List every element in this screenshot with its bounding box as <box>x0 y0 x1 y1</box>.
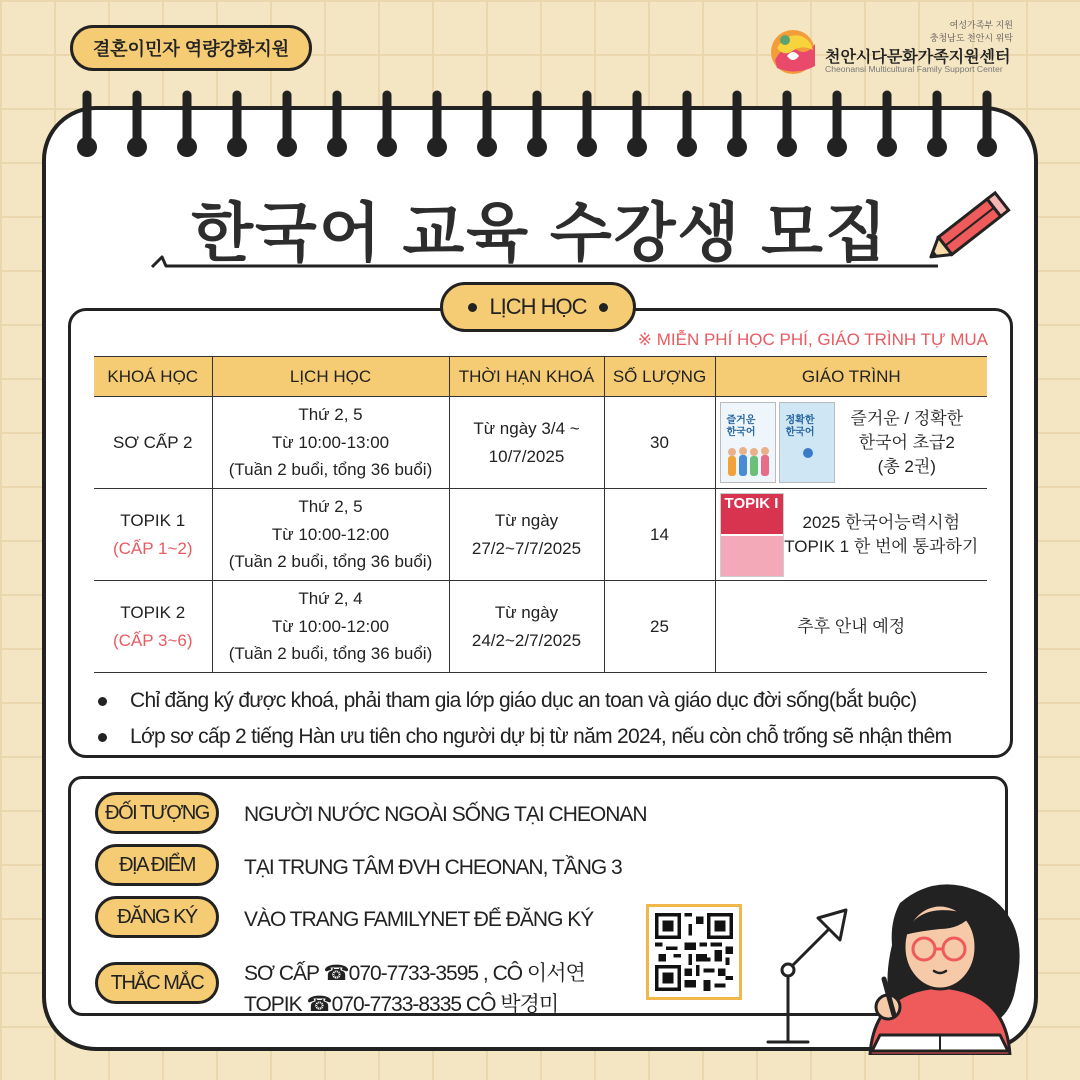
course-level: (CẤP 3~6) <box>112 630 193 650</box>
count-cell: 30 <box>604 397 715 489</box>
studying-woman-illustration <box>840 875 1040 1055</box>
topik-cover-title: TOPIK I <box>721 494 783 534</box>
cover-title: 정확한 한국어 <box>785 415 815 438</box>
schedule-table <box>94 356 987 673</box>
dot-icon <box>599 303 608 312</box>
table-header-row <box>94 357 987 397</box>
target-label: ĐỐI TƯỢNG <box>95 792 219 834</box>
schedule-badge-label: LỊCH HỌC <box>489 294 587 319</box>
course-cell <box>94 489 212 581</box>
list-item: Lớp sơ cấp 2 tiếng Hàn ưu tiên cho người dự bị từ năm 2024, nếu còn chỗ trống sẽ nhận thêm <box>96 719 951 755</box>
column-header: THỜI HẠN KHOÁ <box>449 357 604 397</box>
org-name-english: Cheonansi Multicultural Family Support Center <box>825 64 1003 74</box>
page-title: 한국어 교육 수강생 모집 <box>191 197 889 269</box>
org-sub-line-2: 충청남도 천안시 위탁 <box>929 33 1013 43</box>
register-label: ĐĂNG KÝ <box>95 896 219 938</box>
period-end: 27/2~7/7/2025 <box>471 538 582 558</box>
qr-code-icon <box>655 913 733 991</box>
schedule-time: Từ 10:00-13:00 <box>271 432 390 452</box>
schedule-cell <box>212 397 449 489</box>
people-illustration-icon <box>724 444 772 478</box>
textbook-cell: 추후 안내 예정 <box>715 581 987 673</box>
column-header: KHOÁ HỌC <box>94 357 212 397</box>
course-name: SƠ CẤP 2 <box>113 432 193 452</box>
period-start: Từ ngày 3/4 ~ <box>473 419 580 438</box>
course-name: TOPIK 1 <box>120 511 186 530</box>
organization-logo-block <box>765 18 1015 78</box>
place-label: ĐỊA ĐIỂM <box>95 844 219 886</box>
schedule-frequency: (Tuần 2 buổi, tổng 36 buổi) <box>228 460 433 480</box>
schedule-frequency: (Tuần 2 buổi, tổng 36 buổi) <box>228 552 433 572</box>
column-header: LỊCH HỌC <box>212 357 449 397</box>
family-center-logo-icon <box>767 26 819 76</box>
column-header: GIÁO TRÌNH <box>715 357 987 397</box>
contact-label: THẮC MẮC <box>95 962 219 1004</box>
textbook-subtitle: TOPIK 1 한 번에 통과하기 <box>784 536 979 556</box>
schedule-time: Từ 10:00-12:00 <box>271 616 390 636</box>
notes-list <box>96 683 951 755</box>
target-value: NGƯỜI NƯỚC NGOÀI SỐNG TẠI CHEONAN <box>244 803 647 826</box>
count-cell: 14 <box>604 489 715 581</box>
list-item: Chỉ đăng ký được khoá, phải tham gia lớp giáo dục an toan và giáo dục đời sống(bắt buộc) <box>96 683 951 719</box>
textbook-level: 한국어 초급2 <box>858 432 955 452</box>
count-cell: 25 <box>604 581 715 673</box>
contact-line-2: TOPIK ☎070-7733-8335 CÔ 박경미 <box>244 993 559 1016</box>
contact-line-1: SƠ CẤP ☎070-7733-3595 , CÔ 이서연 <box>244 962 585 985</box>
title-underline <box>148 253 943 273</box>
table-row <box>94 489 987 581</box>
org-sub-line-1: 여성가족부 지원 <box>949 20 1013 30</box>
table-row <box>94 397 987 489</box>
period-start: Từ ngày <box>494 603 559 622</box>
fee-notice: ※ MIỄN PHÍ HỌC PHÍ, GIÁO TRÌNH TỰ MUA <box>637 330 988 349</box>
period-start: Từ ngày <box>494 511 559 530</box>
topik-book-cover-image <box>720 493 784 577</box>
pencil-icon <box>920 188 1015 273</box>
register-value: VÀO TRANG FAMILYNET ĐỂ ĐĂNG KÝ <box>244 908 594 931</box>
schedule-cell <box>212 581 449 673</box>
course-cell <box>94 581 212 673</box>
textbook-title: 즐거운 / 정확한 <box>850 408 964 428</box>
circle-icon <box>802 447 814 459</box>
textbook-cover-image <box>779 402 835 483</box>
program-badge: 결혼이민자 역량강화지원 <box>70 25 312 71</box>
schedule-frequency: (Tuần 2 buổi, tổng 36 buổi) <box>228 644 433 664</box>
course-level: (CẤP 1~2) <box>112 538 193 558</box>
textbook-cell <box>715 489 987 581</box>
period-end: 24/2~2/7/2025 <box>471 630 582 650</box>
table-row <box>94 581 987 673</box>
column-header: SỐ LƯỢNG <box>604 357 715 397</box>
period-cell <box>449 397 604 489</box>
textbook-cell <box>715 397 987 489</box>
course-name: TOPIK 2 <box>120 603 186 622</box>
textbook-volumes: (총 2권) <box>877 456 936 476</box>
schedule-days: Thứ 2, 4 <box>298 589 363 609</box>
schedule-days: Thứ 2, 5 <box>298 497 363 517</box>
familynet-qr-code[interactable] <box>646 904 742 1000</box>
period-end: 10/7/2025 <box>488 446 565 466</box>
dot-icon <box>468 303 477 312</box>
org-name-korean: 천안시다문화가족지원센터 <box>825 49 1011 66</box>
schedule-time: Từ 10:00-12:00 <box>271 524 390 544</box>
schedule-days: Thứ 2, 5 <box>298 405 363 425</box>
schedule-badge <box>440 282 636 332</box>
schedule-cell <box>212 489 449 581</box>
textbook-cover-image <box>720 402 776 483</box>
cover-title: 즐거운 한국어 <box>726 415 756 438</box>
period-cell <box>449 581 604 673</box>
course-cell <box>94 397 212 489</box>
textbook-title: 2025 한국어능력시험 <box>802 512 960 532</box>
period-cell <box>449 489 604 581</box>
place-value: TẠI TRUNG TÂM ĐVH CHEONAN, TẦNG 3 <box>244 856 622 879</box>
desk-lamp-icon <box>760 900 850 1050</box>
